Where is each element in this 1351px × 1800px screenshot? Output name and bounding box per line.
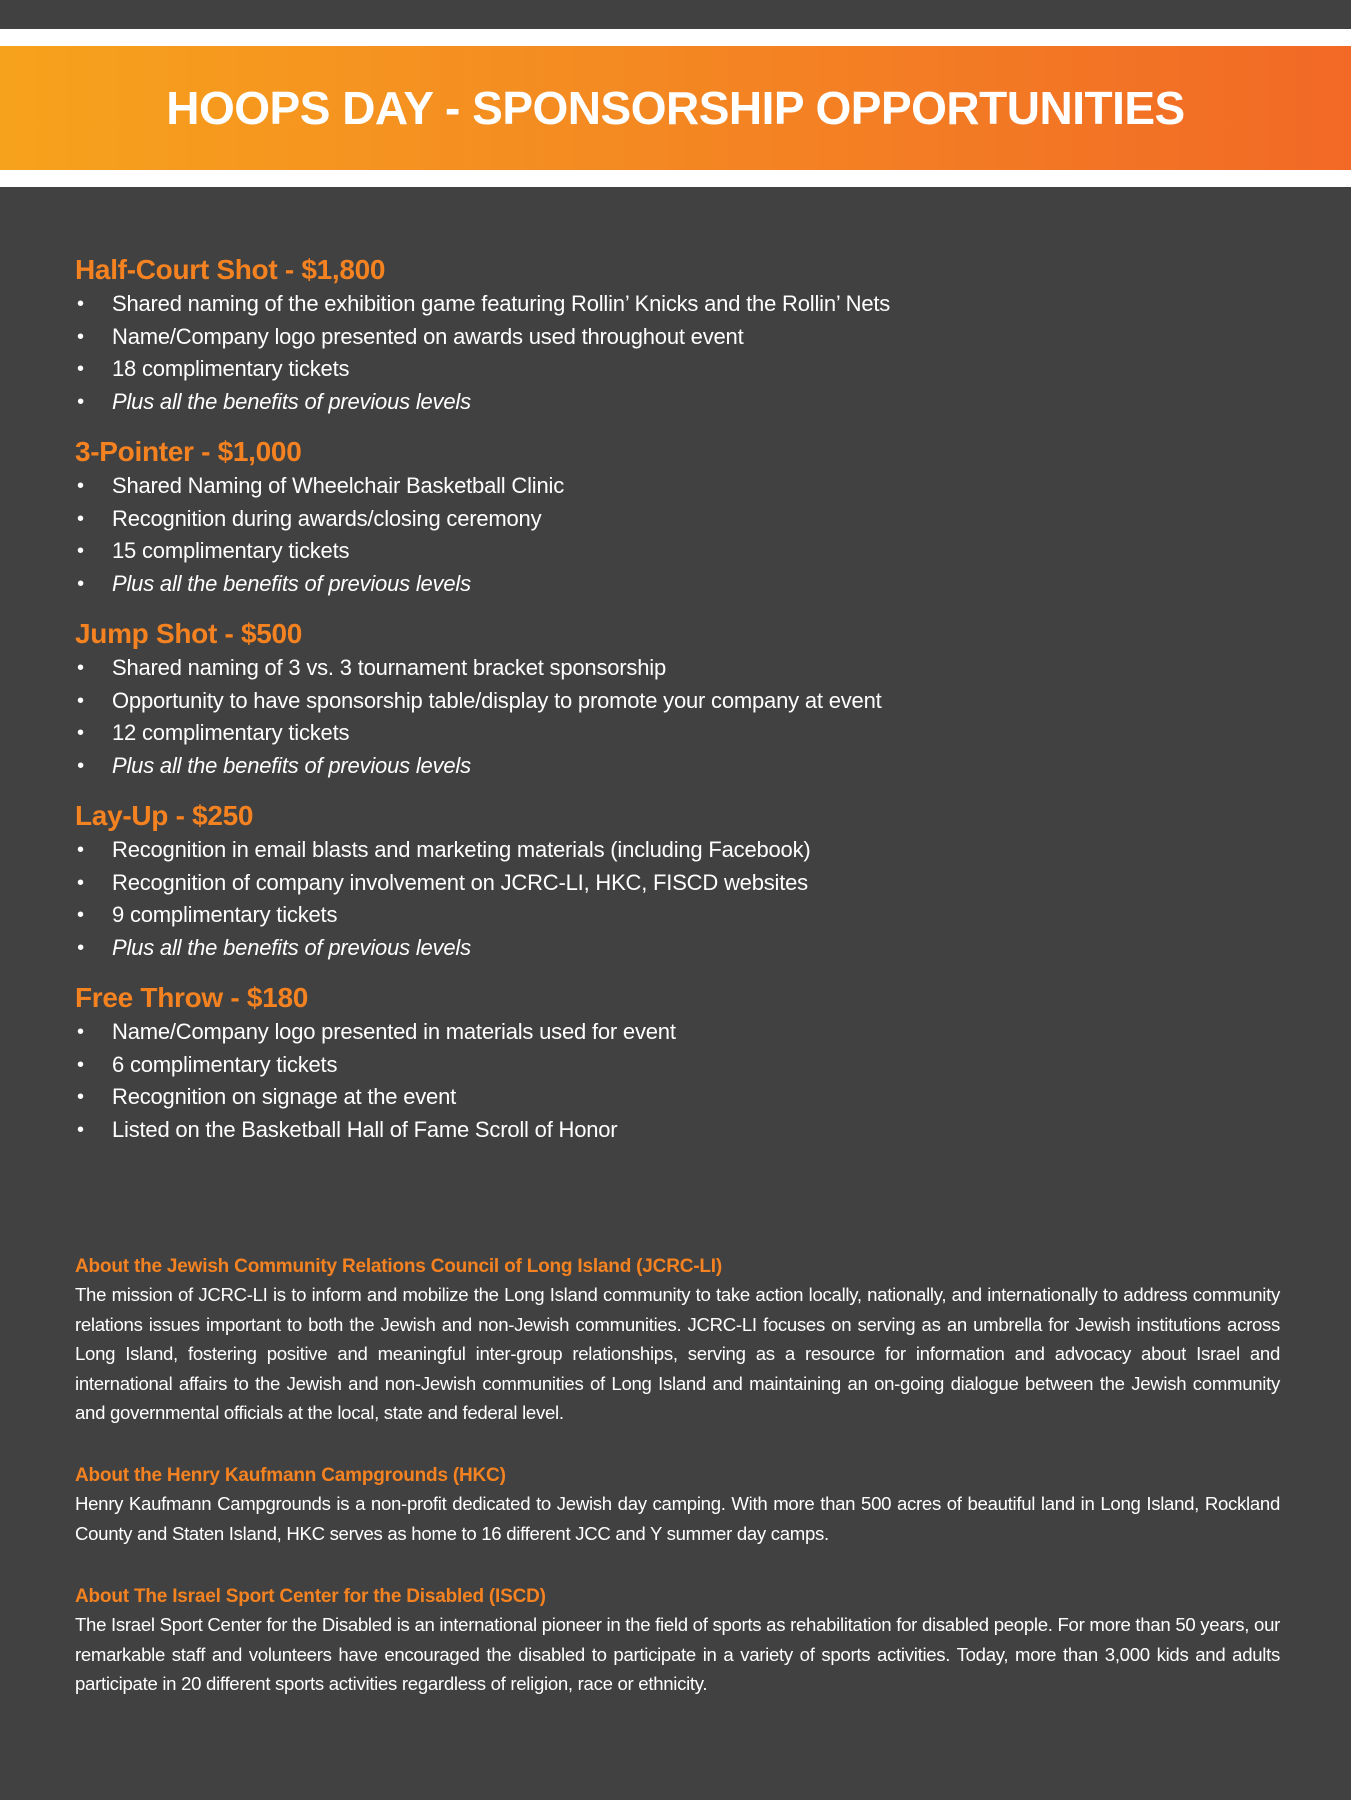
bullet-icon: • [77,1053,84,1076]
benefit-item: • Shared naming of 3 vs. 3 tournament bracket sponsorship [75,652,1275,685]
benefit-item: • 18 complimentary tickets [75,353,1275,386]
bullet-icon: • [77,936,84,959]
benefit-item: • 6 complimentary tickets [75,1049,1275,1082]
bullet-icon: • [77,1086,84,1108]
benefit-item: • Listed on the Basketball Hall of Fame Scroll of Honor [75,1114,1275,1147]
bullet-icon: • [77,839,84,861]
bullet-icon: • [77,475,84,497]
bullet-icon: • [77,507,84,530]
level-title: Lay-Up - $250 [75,800,254,831]
benefit-item: • Name/Company logo presented on awards used throughout event [75,321,1275,354]
header-top-rule [0,29,1351,46]
benefit-item: • Recognition during awards/closing ceremony [75,503,1275,536]
benefit-item: • Opportunity to have sponsorship table/display to promote your company at event [75,685,1275,718]
level-title: Jump Shot - $500 [75,618,303,649]
about-title: About The Israel Sport Center for the Disabled (ISCD) [75,1586,546,1607]
bullet-icon: • [77,325,84,348]
level-jump-shot [75,616,1275,782]
benefit-item: • Recognition on signage at the event [75,1081,1275,1114]
bullet-icon: • [77,1118,84,1141]
level-lay-up [75,798,1275,964]
benefit-item: • Shared Naming of Wheelchair Basketball Clinic [75,470,1275,503]
benefit-list [75,1016,1275,1146]
benefit-list [75,288,1275,418]
bullet-icon: • [77,754,84,777]
bullet-icon: • [77,722,84,744]
level-title: Half-Court Shot - $1,800 [75,254,386,285]
level-3-pointer [75,434,1275,600]
benefit-item: • Shared naming of the exhibition game featuring Rollin’ Knicks and the Rollin’ Nets [75,288,1275,321]
bullet-icon: • [77,293,84,315]
about-jcrc-li [75,1254,1280,1428]
level-title: 3-Pointer - $1,000 [75,436,302,467]
bullet-icon: • [77,657,84,679]
title-banner [0,46,1351,170]
header-bottom-rule [0,170,1351,187]
sponsorship-levels [75,252,1275,1162]
bullet-icon: • [77,871,84,894]
about-hkc [75,1463,1280,1548]
benefit-item: • Recognition in email blasts and marketing materials (including Facebook) [75,834,1275,867]
benefit-item: • 12 complimentary tickets [75,717,1275,750]
about-title: About the Jewish Community Relations Council of Long Island (JCRC-LI) [75,1256,722,1277]
bullet-icon: • [77,572,84,595]
bullet-icon: • [77,540,84,562]
level-title: Free Throw - $180 [75,982,308,1013]
benefit-list [75,470,1275,600]
benefit-item: • Plus all the benefits of previous levels [75,568,1275,601]
bullet-icon: • [77,1021,84,1043]
benefit-item: • 15 complimentary tickets [75,535,1275,568]
benefit-item: • Recognition of company involvement on JCRC-LI, HKC, FISCD websites [75,867,1275,900]
benefit-list [75,834,1275,964]
page-title: HOOPS DAY - SPONSORSHIP OPPORTUNITIES [166,82,1185,134]
level-half-court-shot [75,252,1275,418]
level-free-throw [75,980,1275,1146]
bullet-icon: • [77,689,84,712]
benefit-list [75,652,1275,782]
about-title: About the Henry Kaufmann Campgrounds (HKC) [75,1465,506,1486]
bullet-icon: • [77,904,84,926]
about-text: The Israel Sport Center for the Disabled is an international pioneer in the field of sports as rehabilitation for disabled people. For more than 50 years, our remarkable staff and volunteers have encouraged the disabled to participate in a variety of sports activities. Today, more than 3,000 kids and adults participate in 20 different sports activities regardless of religion, race or ethnicity. [75,1614,1280,1694]
bullet-icon: • [77,358,84,380]
benefit-item: • 9 complimentary tickets [75,899,1275,932]
benefit-item: • Name/Company logo presented in materials used for event [75,1016,1275,1049]
benefit-item: • Plus all the benefits of previous levels [75,750,1275,783]
benefit-item: • Plus all the benefits of previous levels [75,932,1275,965]
about-text: Henry Kaufmann Campgrounds is a non-profit dedicated to Jewish day camping. With more than 500 acres of beautiful land in Long Island, Rockland County and Staten Island, HKC serves as home to 16 different JCC and Y summer day camps. [75,1493,1280,1544]
about-iscd [75,1584,1280,1699]
about-text: The mission of JCRC-LI is to inform and mobilize the Long Island community to take action locally, nationally, and internationally to address community relations issues important to both the Jewish and non-Jewish communities. JCRC-LI focuses on serving as an umbrella for Jewish institutions across Long Island, fostering positive and meaningful inter-group relationships, serving as a resource for information and advocacy about Israel and international affairs to the Jewish and non-Jewish communities of Long Island and maintaining an on-going dialogue between the Jewish community and governmental officials at the local, state and federal level. [75,1284,1280,1423]
benefit-item: • Plus all the benefits of previous levels [75,386,1275,419]
bullet-icon: • [77,390,84,413]
